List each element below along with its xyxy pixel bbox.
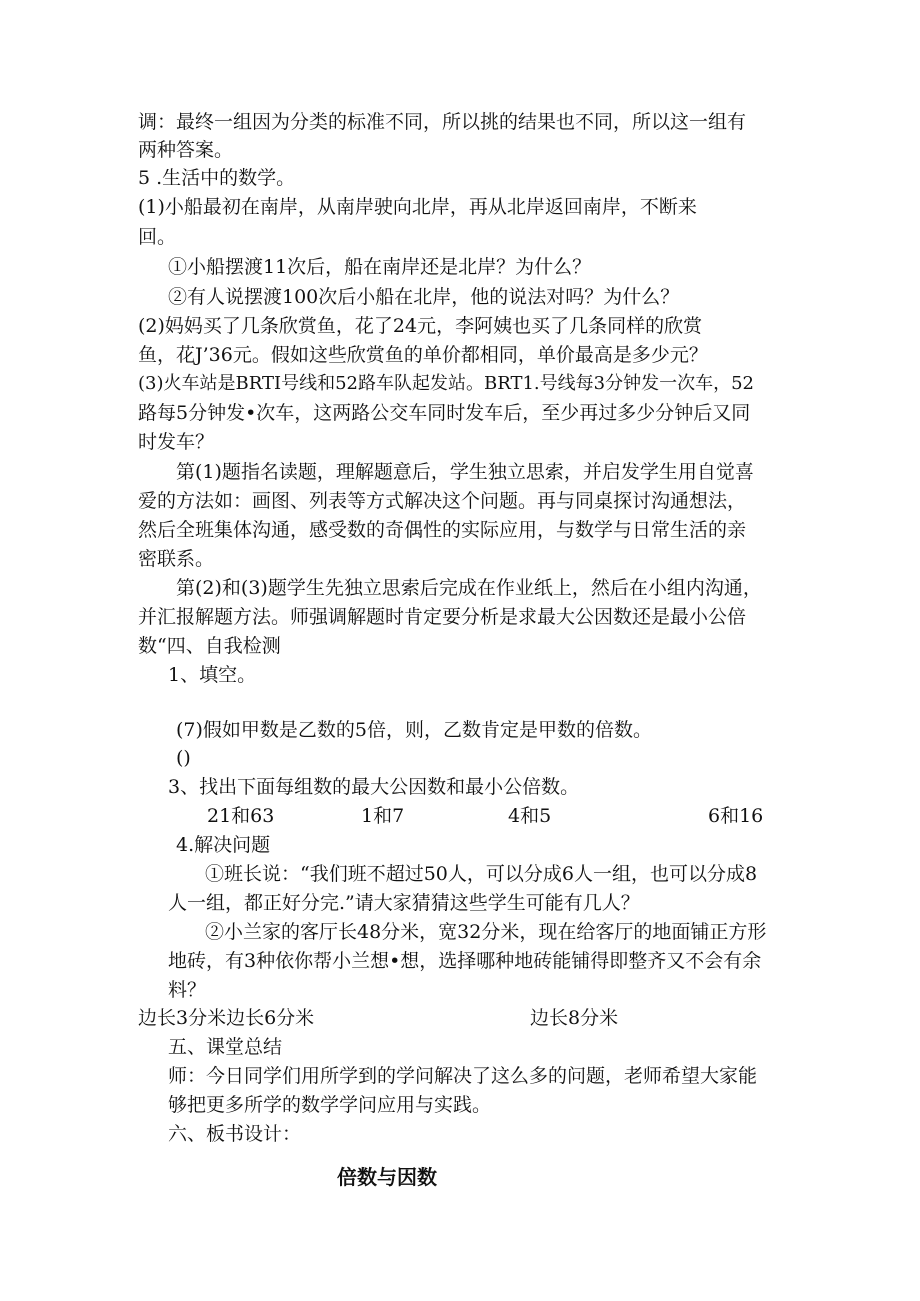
text-line: 1、填空。 [168, 664, 257, 686]
text-line: () [176, 747, 191, 769]
text-line: ①小船摆渡11次后，船在南岸还是北岸？为什么？ [168, 256, 592, 278]
text-line: 路每5分钟发•次车，这两路公交车同时发车后，至少再过多少分钟后又同 [138, 402, 751, 424]
text-line: (1)小船最初在南岸，从南岸驶向北岸，再从北岸返回南岸，不断来 [138, 196, 697, 218]
number-pair: 21和63 [207, 805, 275, 827]
text-line: 料？ [168, 979, 207, 1001]
text-line: ①班长说：“我们班不超过50人，可以分成6人一组，也可以分成8 [205, 863, 758, 885]
text-line: 人一组，都正好分完.”请大家猜猜这些学生可能有几人？ [168, 892, 640, 914]
text-line: 爱的方法如：画图、列表等方式解决这个问题。再与同桌探讨沟通想法， [138, 490, 747, 512]
tile-options: 边长3分米边长6分米 [138, 1007, 315, 1029]
text-line: 师：今日同学们用所学到的学问解决了这么多的问题，老师希望大家能 [168, 1065, 758, 1087]
board-title: 倍数与因数 [337, 1165, 437, 1189]
text-line: 两种答案。 [138, 139, 234, 161]
text-line: 3、找出下面每组数的最大公因数和最小公倍数。 [168, 776, 580, 798]
text-line: 然后全班集体沟通，感受数的奇偶性的实际应用，与数学与日常生活的亲 [138, 519, 747, 541]
text-line: 4.解决问题 [176, 834, 271, 856]
number-pair: 6和16 [708, 805, 764, 827]
section-heading: 六、板书设计： [168, 1123, 302, 1145]
number-pair: 4和5 [508, 805, 552, 827]
text-line: 调：最终一组因为分类的标准不同，所以挑的结果也不同，所以这一组有 [138, 111, 747, 133]
text-line: (3)火车站是BRTI号线和52路车队起发站。BRT1.号线每3分钟发一次车，52 [138, 373, 754, 394]
text-line: (2)妈妈买了几条欣赏鱼，花了24元，李阿姨也买了几条同样的欣赏 [138, 315, 703, 337]
text-line: (7)假如甲数是乙数的5倍，则，乙数肯定是甲数的倍数。 [176, 719, 653, 741]
text-line: ②有人说摆渡100次后小船在北岸，他的说法对吗？为什么？ [168, 286, 680, 308]
section-heading: 五、课堂总结 [168, 1036, 283, 1058]
text-line: ②小兰家的客厅长48分米，宽32分米，现在给客厅的地面铺正方形 [205, 921, 767, 943]
tile-options: 边长8分米 [530, 1007, 619, 1029]
text-line: 密联系。 [138, 548, 215, 570]
section-heading: 5 .生活中的数学。 [138, 167, 296, 189]
text-line: 第(1)题指名读题，理解题意后，学生独立思索，并启发学生用自觉喜 [176, 461, 754, 483]
text-line: 第(2)和(3)题学生先独立思索后完成在作业纸上，然后在小组内沟通， [176, 577, 762, 599]
number-pair: 1和7 [361, 805, 405, 827]
text-line: 够把更多所学的数学学问应用与实践。 [168, 1094, 492, 1116]
text-line: 数“四、自我检测 [138, 635, 281, 657]
text-line: 回。 [138, 226, 177, 248]
text-line: 并汇报解题方法。师强调解题时肯定要分析是求最大公因数还是最小公倍 [138, 606, 747, 628]
text-line: 鱼，花J’36元。假如这些欣赏鱼的单价都相同，单价最高是多少元？ [138, 344, 708, 366]
text-line: 时发车？ [138, 431, 215, 453]
text-line: 地砖，有3种依你帮小兰想•想，选择哪种地砖能铺得即整齐又不会有余 [168, 950, 762, 972]
